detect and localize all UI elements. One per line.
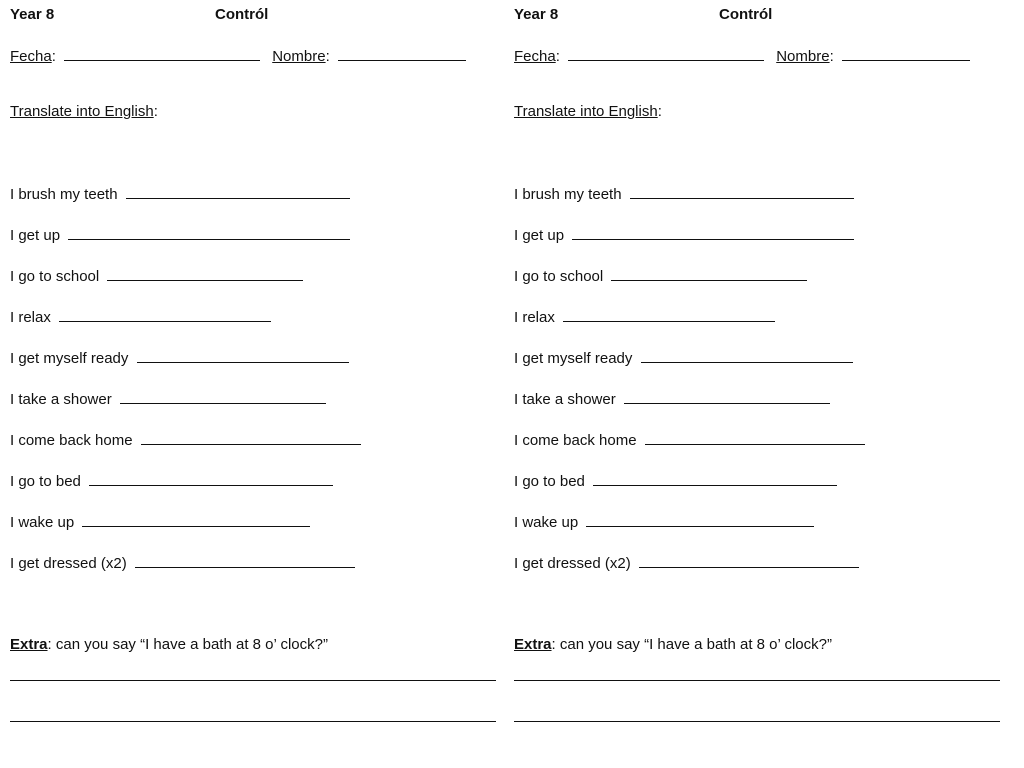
name-date-row: Fecha: Nombre: bbox=[514, 47, 970, 66]
nombre-blank[interactable] bbox=[338, 47, 466, 61]
list-item bbox=[10, 226, 350, 245]
fecha-blank[interactable] bbox=[64, 47, 260, 61]
item-prompt: I go to bed bbox=[10, 473, 81, 490]
extra-answer-blank[interactable] bbox=[514, 721, 1000, 722]
answer-blank[interactable] bbox=[68, 226, 350, 240]
answer-blank[interactable] bbox=[624, 390, 830, 404]
item-prompt: I get up bbox=[10, 227, 61, 244]
control-label: Contról bbox=[719, 6, 773, 23]
extra-question bbox=[514, 636, 832, 654]
answer-blank[interactable] bbox=[641, 349, 853, 363]
item-prompt: I brush my teeth bbox=[514, 186, 622, 203]
list-item bbox=[514, 349, 853, 368]
item-prompt: I get myself ready bbox=[514, 350, 633, 367]
item-prompt: I wake up bbox=[514, 514, 579, 531]
year-label: Year 8 bbox=[514, 6, 559, 23]
item-prompt: I go to bed bbox=[514, 473, 585, 490]
item-prompt: I go to school bbox=[10, 268, 100, 285]
item-prompt: I come back home bbox=[514, 432, 637, 449]
extra-answer-blank[interactable] bbox=[514, 680, 1000, 681]
item-prompt: I wake up bbox=[10, 514, 75, 531]
answer-blank[interactable] bbox=[82, 513, 310, 527]
list-item bbox=[514, 472, 837, 491]
list-item bbox=[10, 185, 350, 204]
fecha-label: Fecha bbox=[10, 48, 52, 65]
list-item bbox=[514, 554, 859, 573]
answer-blank[interactable] bbox=[593, 472, 837, 486]
answer-blank[interactable] bbox=[137, 349, 349, 363]
list-item bbox=[514, 513, 814, 532]
list-item bbox=[10, 349, 349, 368]
item-prompt: I get up bbox=[514, 227, 565, 244]
title-row bbox=[10, 6, 490, 24]
list-item bbox=[10, 513, 310, 532]
list-item bbox=[10, 431, 361, 450]
item-prompt: I take a shower bbox=[10, 391, 112, 408]
list-item bbox=[514, 226, 854, 245]
item-prompt: I take a shower bbox=[514, 391, 616, 408]
extra-answer-blank[interactable] bbox=[10, 721, 496, 722]
list-item bbox=[10, 308, 271, 327]
nombre-label: Nombre bbox=[776, 48, 830, 65]
item-prompt: I relax bbox=[514, 309, 555, 326]
extra-label: Extra bbox=[514, 636, 552, 653]
extra-text: : can you say “I have a bath at 8 o’ clock?” bbox=[551, 636, 832, 653]
instruction-label: Translate into English bbox=[10, 103, 154, 120]
list-item bbox=[10, 554, 355, 573]
extra-answer-blank[interactable] bbox=[10, 680, 496, 681]
worksheet-right bbox=[514, 0, 1014, 768]
list-item bbox=[514, 390, 830, 409]
instruction: Translate into English: bbox=[10, 103, 158, 120]
answer-blank[interactable] bbox=[126, 185, 350, 199]
item-prompt: I get myself ready bbox=[10, 350, 129, 367]
list-item bbox=[514, 308, 775, 327]
year-label: Year 8 bbox=[10, 6, 55, 23]
answer-blank[interactable] bbox=[107, 267, 303, 281]
answer-blank[interactable] bbox=[563, 308, 775, 322]
list-item bbox=[10, 472, 333, 491]
answer-blank[interactable] bbox=[59, 308, 271, 322]
item-prompt: I go to school bbox=[514, 268, 604, 285]
list-item bbox=[514, 267, 807, 286]
fecha-blank[interactable] bbox=[568, 47, 764, 61]
title-row bbox=[514, 6, 994, 24]
nombre-label: Nombre bbox=[272, 48, 326, 65]
answer-blank[interactable] bbox=[572, 226, 854, 240]
answer-blank[interactable] bbox=[120, 390, 326, 404]
instruction-label: Translate into English bbox=[514, 103, 658, 120]
extra-text: : can you say “I have a bath at 8 o’ clock?” bbox=[47, 636, 328, 653]
list-item bbox=[10, 390, 326, 409]
nombre-blank[interactable] bbox=[842, 47, 970, 61]
answer-blank[interactable] bbox=[639, 554, 859, 568]
list-item bbox=[514, 431, 865, 450]
list-item bbox=[10, 267, 303, 286]
name-date-row: Fecha: Nombre: bbox=[10, 47, 466, 66]
fecha-label: Fecha bbox=[514, 48, 556, 65]
answer-blank[interactable] bbox=[586, 513, 814, 527]
item-prompt: I get dressed (x2) bbox=[514, 555, 631, 572]
answer-blank[interactable] bbox=[630, 185, 854, 199]
item-prompt: I brush my teeth bbox=[10, 186, 118, 203]
worksheet-left bbox=[10, 0, 510, 768]
item-prompt: I get dressed (x2) bbox=[10, 555, 127, 572]
answer-blank[interactable] bbox=[645, 431, 865, 445]
answer-blank[interactable] bbox=[135, 554, 355, 568]
answer-blank[interactable] bbox=[141, 431, 361, 445]
item-prompt: I come back home bbox=[10, 432, 133, 449]
list-item bbox=[514, 185, 854, 204]
instruction: Translate into English: bbox=[514, 103, 662, 120]
extra-label: Extra bbox=[10, 636, 48, 653]
extra-question bbox=[10, 636, 328, 654]
answer-blank[interactable] bbox=[611, 267, 807, 281]
control-label: Contról bbox=[215, 6, 269, 23]
item-prompt: I relax bbox=[10, 309, 51, 326]
answer-blank[interactable] bbox=[89, 472, 333, 486]
